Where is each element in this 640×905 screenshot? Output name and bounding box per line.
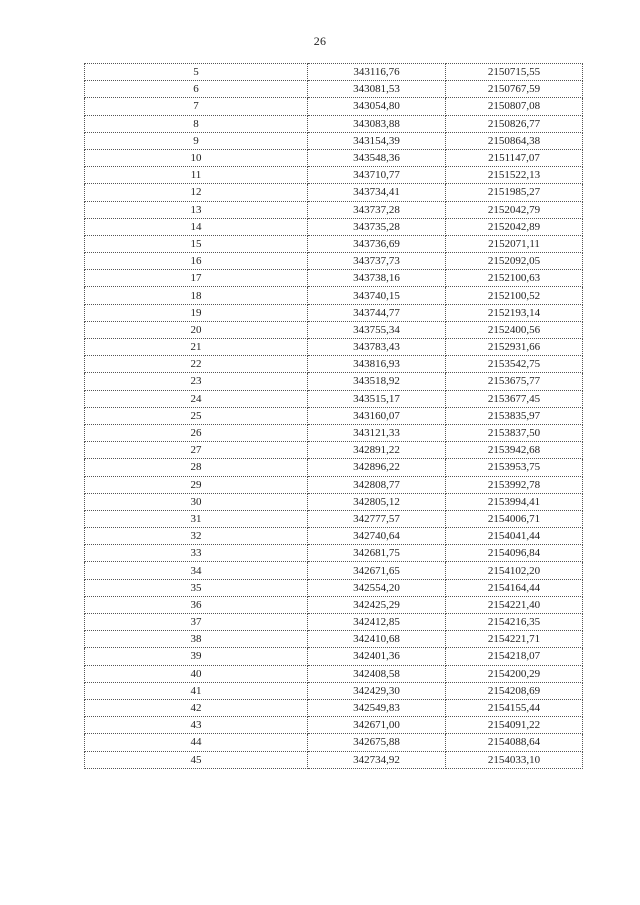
table-row xyxy=(85,287,583,304)
x-coordinate-cell: 343755,34 xyxy=(308,321,446,338)
table-row xyxy=(85,579,583,596)
y-coordinate-cell: 2154218,07 xyxy=(446,648,583,665)
table-row xyxy=(85,390,583,407)
point-number-cell: 7 xyxy=(85,98,308,115)
table-row xyxy=(85,751,583,768)
x-coordinate-cell: 343737,73 xyxy=(308,253,446,270)
x-coordinate-cell: 343116,76 xyxy=(308,64,446,81)
table-row xyxy=(85,665,583,682)
x-coordinate-cell: 342896,22 xyxy=(308,459,446,476)
point-number-cell: 40 xyxy=(85,665,308,682)
table-row xyxy=(85,699,583,716)
table-row xyxy=(85,98,583,115)
y-coordinate-cell: 2150767,59 xyxy=(446,81,583,98)
x-coordinate-cell: 342808,77 xyxy=(308,476,446,493)
point-number-cell: 18 xyxy=(85,287,308,304)
table-row xyxy=(85,81,583,98)
y-coordinate-cell: 2150864,38 xyxy=(446,132,583,149)
x-coordinate-cell: 342675,88 xyxy=(308,734,446,751)
table-row xyxy=(85,218,583,235)
x-coordinate-cell: 342734,92 xyxy=(308,751,446,768)
y-coordinate-cell: 2154088,64 xyxy=(446,734,583,751)
x-coordinate-cell: 343154,39 xyxy=(308,132,446,149)
y-coordinate-cell: 2152931,66 xyxy=(446,339,583,356)
table-row xyxy=(85,356,583,373)
table-row xyxy=(85,562,583,579)
y-coordinate-cell: 2154041,44 xyxy=(446,528,583,545)
point-number-cell: 20 xyxy=(85,321,308,338)
y-coordinate-cell: 2152071,11 xyxy=(446,235,583,252)
x-coordinate-cell: 342401,36 xyxy=(308,648,446,665)
x-coordinate-cell: 343734,41 xyxy=(308,184,446,201)
y-coordinate-cell: 2154096,84 xyxy=(446,545,583,562)
point-number-cell: 10 xyxy=(85,149,308,166)
point-number-cell: 34 xyxy=(85,562,308,579)
x-coordinate-cell: 343160,07 xyxy=(308,407,446,424)
y-coordinate-cell: 2152100,63 xyxy=(446,270,583,287)
x-coordinate-cell: 343710,77 xyxy=(308,167,446,184)
point-number-cell: 36 xyxy=(85,596,308,613)
y-coordinate-cell: 2150807,08 xyxy=(446,98,583,115)
point-number-cell: 16 xyxy=(85,253,308,270)
x-coordinate-cell: 343783,43 xyxy=(308,339,446,356)
x-coordinate-cell: 343121,33 xyxy=(308,424,446,441)
point-number-cell: 12 xyxy=(85,184,308,201)
table-row xyxy=(85,304,583,321)
table-row xyxy=(85,682,583,699)
point-number-cell: 28 xyxy=(85,459,308,476)
x-coordinate-cell: 342777,57 xyxy=(308,510,446,527)
y-coordinate-cell: 2153835,97 xyxy=(446,407,583,424)
y-coordinate-cell: 2151985,27 xyxy=(446,184,583,201)
coordinates-table xyxy=(84,63,583,769)
x-coordinate-cell: 342429,30 xyxy=(308,682,446,699)
point-number-cell: 15 xyxy=(85,235,308,252)
x-coordinate-cell: 342554,20 xyxy=(308,579,446,596)
table-row xyxy=(85,631,583,648)
table-row xyxy=(85,596,583,613)
y-coordinate-cell: 2154164,44 xyxy=(446,579,583,596)
table-row xyxy=(85,424,583,441)
table-row xyxy=(85,321,583,338)
point-number-cell: 8 xyxy=(85,115,308,132)
x-coordinate-cell: 342408,58 xyxy=(308,665,446,682)
table-row xyxy=(85,407,583,424)
x-coordinate-cell: 342671,00 xyxy=(308,717,446,734)
point-number-cell: 25 xyxy=(85,407,308,424)
y-coordinate-cell: 2151522,13 xyxy=(446,167,583,184)
point-number-cell: 19 xyxy=(85,304,308,321)
y-coordinate-cell: 2153837,50 xyxy=(446,424,583,441)
point-number-cell: 24 xyxy=(85,390,308,407)
point-number-cell: 39 xyxy=(85,648,308,665)
table-row xyxy=(85,545,583,562)
y-coordinate-cell: 2154200,29 xyxy=(446,665,583,682)
x-coordinate-cell: 342549,83 xyxy=(308,699,446,716)
x-coordinate-cell: 343740,15 xyxy=(308,287,446,304)
x-coordinate-cell: 342412,85 xyxy=(308,614,446,631)
point-number-cell: 45 xyxy=(85,751,308,768)
point-number-cell: 26 xyxy=(85,424,308,441)
x-coordinate-cell: 343736,69 xyxy=(308,235,446,252)
x-coordinate-cell: 343083,88 xyxy=(308,115,446,132)
point-number-cell: 30 xyxy=(85,493,308,510)
x-coordinate-cell: 343518,92 xyxy=(308,373,446,390)
x-coordinate-cell: 342805,12 xyxy=(308,493,446,510)
x-coordinate-cell: 342410,68 xyxy=(308,631,446,648)
y-coordinate-cell: 2154221,40 xyxy=(446,596,583,613)
x-coordinate-cell: 342671,65 xyxy=(308,562,446,579)
x-coordinate-cell: 343548,36 xyxy=(308,149,446,166)
point-number-cell: 17 xyxy=(85,270,308,287)
y-coordinate-cell: 2150826,77 xyxy=(446,115,583,132)
x-coordinate-cell: 343744,77 xyxy=(308,304,446,321)
point-number-cell: 42 xyxy=(85,699,308,716)
point-number-cell: 37 xyxy=(85,614,308,631)
table-row xyxy=(85,476,583,493)
table-row xyxy=(85,339,583,356)
y-coordinate-cell: 2153992,78 xyxy=(446,476,583,493)
table-row xyxy=(85,510,583,527)
coordinates-table-body xyxy=(85,64,583,769)
table-row xyxy=(85,184,583,201)
y-coordinate-cell: 2153953,75 xyxy=(446,459,583,476)
x-coordinate-cell: 343081,53 xyxy=(308,81,446,98)
y-coordinate-cell: 2153994,41 xyxy=(446,493,583,510)
y-coordinate-cell: 2150715,55 xyxy=(446,64,583,81)
table-row xyxy=(85,201,583,218)
y-coordinate-cell: 2152400,56 xyxy=(446,321,583,338)
point-number-cell: 29 xyxy=(85,476,308,493)
y-coordinate-cell: 2152042,89 xyxy=(446,218,583,235)
table-row xyxy=(85,459,583,476)
x-coordinate-cell: 343738,16 xyxy=(308,270,446,287)
point-number-cell: 14 xyxy=(85,218,308,235)
table-row xyxy=(85,149,583,166)
table-row xyxy=(85,64,583,81)
x-coordinate-cell: 343737,28 xyxy=(308,201,446,218)
x-coordinate-cell: 342425,29 xyxy=(308,596,446,613)
point-number-cell: 13 xyxy=(85,201,308,218)
table-row xyxy=(85,235,583,252)
y-coordinate-cell: 2153942,68 xyxy=(446,442,583,459)
y-coordinate-cell: 2152100,52 xyxy=(446,287,583,304)
point-number-cell: 27 xyxy=(85,442,308,459)
point-number-cell: 33 xyxy=(85,545,308,562)
x-coordinate-cell: 342740,64 xyxy=(308,528,446,545)
x-coordinate-cell: 343515,17 xyxy=(308,390,446,407)
y-coordinate-cell: 2154091,22 xyxy=(446,717,583,734)
table-row xyxy=(85,115,583,132)
x-coordinate-cell: 343735,28 xyxy=(308,218,446,235)
y-coordinate-cell: 2154208,69 xyxy=(446,682,583,699)
table-row xyxy=(85,648,583,665)
table-row xyxy=(85,493,583,510)
point-number-cell: 43 xyxy=(85,717,308,734)
y-coordinate-cell: 2153542,75 xyxy=(446,356,583,373)
point-number-cell: 6 xyxy=(85,81,308,98)
point-number-cell: 22 xyxy=(85,356,308,373)
y-coordinate-cell: 2154155,44 xyxy=(446,699,583,716)
y-coordinate-cell: 2154216,35 xyxy=(446,614,583,631)
table-row xyxy=(85,734,583,751)
point-number-cell: 9 xyxy=(85,132,308,149)
x-coordinate-cell: 342681,75 xyxy=(308,545,446,562)
point-number-cell: 35 xyxy=(85,579,308,596)
point-number-cell: 41 xyxy=(85,682,308,699)
y-coordinate-cell: 2154006,71 xyxy=(446,510,583,527)
point-number-cell: 23 xyxy=(85,373,308,390)
x-coordinate-cell: 343054,80 xyxy=(308,98,446,115)
point-number-cell: 21 xyxy=(85,339,308,356)
table-row xyxy=(85,253,583,270)
point-number-cell: 38 xyxy=(85,631,308,648)
table-row xyxy=(85,270,583,287)
point-number-cell: 32 xyxy=(85,528,308,545)
table-row xyxy=(85,528,583,545)
point-number-cell: 31 xyxy=(85,510,308,527)
x-coordinate-cell: 342891,22 xyxy=(308,442,446,459)
y-coordinate-cell: 2153677,45 xyxy=(446,390,583,407)
y-coordinate-cell: 2153675,77 xyxy=(446,373,583,390)
table-row xyxy=(85,167,583,184)
table-row xyxy=(85,614,583,631)
point-number-cell: 44 xyxy=(85,734,308,751)
point-number-cell: 11 xyxy=(85,167,308,184)
y-coordinate-cell: 2152193,14 xyxy=(446,304,583,321)
table-row xyxy=(85,717,583,734)
x-coordinate-cell: 343816,93 xyxy=(308,356,446,373)
point-number-cell: 5 xyxy=(85,64,308,81)
y-coordinate-cell: 2154033,10 xyxy=(446,751,583,768)
y-coordinate-cell: 2154102,20 xyxy=(446,562,583,579)
y-coordinate-cell: 2154221,71 xyxy=(446,631,583,648)
page-number: 26 xyxy=(313,34,327,48)
table-row xyxy=(85,442,583,459)
y-coordinate-cell: 2152092,05 xyxy=(446,253,583,270)
y-coordinate-cell: 2152042,79 xyxy=(446,201,583,218)
table-row xyxy=(85,373,583,390)
y-coordinate-cell: 2151147,07 xyxy=(446,149,583,166)
table-row xyxy=(85,132,583,149)
